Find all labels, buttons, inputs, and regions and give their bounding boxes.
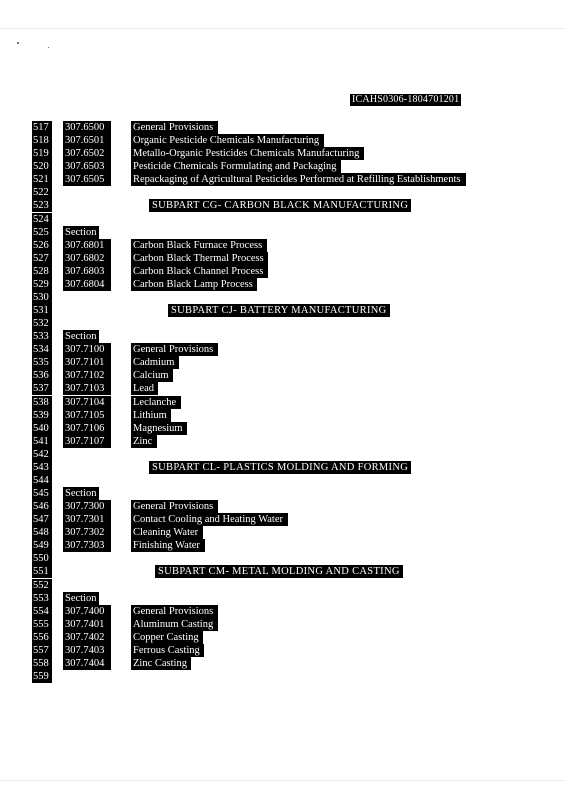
line-number: 519 — [32, 147, 52, 160]
document-id: ICAHS0306-1804701201 — [352, 94, 460, 105]
section-title: Carbon Black Channel Process — [131, 265, 268, 278]
line-number: 524 — [32, 213, 52, 226]
section-title: Carbon Black Thermal Process — [131, 252, 268, 265]
section-row — [0, 121, 566, 134]
subpart-row — [0, 199, 566, 212]
section-row — [0, 513, 566, 526]
section-row — [0, 539, 566, 552]
line-number: 539 — [32, 409, 52, 422]
section-number: 307.7303 — [63, 539, 111, 552]
section-row — [0, 618, 566, 631]
line-number: 548 — [32, 526, 52, 539]
table-row — [0, 670, 566, 683]
line-number: 541 — [32, 435, 52, 448]
section-number: 307.6503 — [63, 160, 111, 173]
table-row — [0, 592, 566, 605]
section-number: 307.7105 — [63, 409, 111, 422]
section-title: General Provisions — [131, 500, 218, 513]
section-row — [0, 382, 566, 395]
section-title: Lithium — [131, 409, 171, 422]
section-number: 307.6801 — [63, 239, 111, 252]
section-column-header: Section — [63, 487, 99, 500]
line-number: 538 — [32, 396, 52, 409]
section-number: 307.6502 — [63, 147, 111, 160]
section-number: 307.7401 — [63, 618, 111, 631]
section-title: Carbon Black Lamp Process — [131, 278, 257, 291]
line-number: 551 — [32, 565, 52, 578]
line-number: 556 — [32, 631, 52, 644]
section-number: 307.7106 — [63, 422, 111, 435]
line-number: 559 — [32, 670, 52, 683]
section-row — [0, 369, 566, 382]
section-number: 307.7100 — [63, 343, 111, 356]
line-number: 554 — [32, 605, 52, 618]
line-number: 536 — [32, 369, 52, 382]
section-title: Pesticide Chemicals Formulating and Packaging — [131, 160, 341, 173]
table-row — [0, 474, 566, 487]
section-title: Leclanche — [131, 396, 181, 409]
section-row — [0, 134, 566, 147]
section-number: 307.7107 — [63, 435, 111, 448]
line-number: 533 — [32, 330, 52, 343]
line-number: 549 — [32, 539, 52, 552]
section-column-header: Section — [63, 592, 99, 605]
section-title: Cadmium — [131, 356, 179, 369]
section-number: 307.6501 — [63, 134, 111, 147]
section-title: Zinc — [131, 435, 157, 448]
section-row — [0, 657, 566, 670]
section-title: Organic Pesticide Chemicals Manufacturing — [131, 134, 324, 147]
section-number: 307.7104 — [63, 396, 111, 409]
table-row — [0, 226, 566, 239]
section-number: 307.7403 — [63, 644, 111, 657]
section-number: 307.7300 — [63, 500, 111, 513]
line-number: 528 — [32, 265, 52, 278]
line-number: 547 — [32, 513, 52, 526]
table-row — [0, 213, 566, 226]
section-title: Finishing Water — [131, 539, 205, 552]
line-number: 525 — [32, 226, 52, 239]
subpart-heading: SUBPART CG- CARBON BLACK MANUFACTURING — [149, 199, 411, 212]
table-row — [0, 330, 566, 343]
line-number: 532 — [32, 317, 52, 330]
section-title: Contact Cooling and Heating Water — [131, 513, 288, 526]
line-number: 555 — [32, 618, 52, 631]
line-number: 527 — [32, 252, 52, 265]
section-row — [0, 526, 566, 539]
line-number: 518 — [32, 134, 52, 147]
section-title: General Provisions — [131, 343, 218, 356]
section-number: 307.7102 — [63, 369, 111, 382]
section-row — [0, 173, 566, 186]
section-number: 307.7101 — [63, 356, 111, 369]
table-row — [0, 317, 566, 330]
section-row — [0, 160, 566, 173]
line-number: 535 — [32, 356, 52, 369]
section-title: Copper Casting — [131, 631, 203, 644]
table-row — [0, 291, 566, 304]
section-number: 307.6500 — [63, 121, 111, 134]
section-number: 307.7301 — [63, 513, 111, 526]
line-number: 531 — [32, 304, 52, 317]
section-row — [0, 422, 566, 435]
section-row — [0, 409, 566, 422]
section-row — [0, 252, 566, 265]
line-number: 544 — [32, 474, 52, 487]
line-number: 534 — [32, 343, 52, 356]
section-row — [0, 396, 566, 409]
section-number: 307.7103 — [63, 382, 111, 395]
section-title: Cleaning Water — [131, 526, 203, 539]
subpart-row — [0, 565, 566, 578]
line-number: 521 — [32, 173, 52, 186]
section-number: 307.7400 — [63, 605, 111, 618]
section-number: 307.6802 — [63, 252, 111, 265]
table-row — [0, 552, 566, 565]
line-number: 542 — [32, 448, 52, 461]
section-column-header: Section — [63, 330, 99, 343]
section-number: 307.6803 — [63, 265, 111, 278]
section-number: 307.6505 — [63, 173, 111, 186]
section-title: Metallo-Organic Pesticides Chemicals Manufacturing — [131, 147, 364, 160]
section-row — [0, 343, 566, 356]
section-number: 307.7302 — [63, 526, 111, 539]
section-row — [0, 644, 566, 657]
section-row — [0, 631, 566, 644]
subpart-heading: SUBPART CJ- BATTERY MANUFACTURING — [168, 304, 390, 317]
table-row — [0, 579, 566, 592]
section-title: General Provisions — [131, 121, 218, 134]
section-title: Aluminum Casting — [131, 618, 218, 631]
line-number: 540 — [32, 422, 52, 435]
page-bottom-rule — [0, 780, 566, 781]
section-title: Calcium — [131, 369, 173, 382]
section-row — [0, 239, 566, 252]
line-number: 537 — [32, 382, 52, 395]
section-row — [0, 147, 566, 160]
line-number: 552 — [32, 579, 52, 592]
section-number: 307.7402 — [63, 631, 111, 644]
section-number: 307.7404 — [63, 657, 111, 670]
section-title: Magnesium — [131, 422, 187, 435]
line-number: 530 — [32, 291, 52, 304]
line-number: 529 — [32, 278, 52, 291]
line-number: 522 — [32, 186, 52, 199]
section-title: Lead — [131, 382, 158, 395]
line-number: 546 — [32, 500, 52, 513]
section-row — [0, 605, 566, 618]
subpart-heading: SUBPART CM- METAL MOLDING AND CASTING — [155, 565, 403, 578]
line-number: 557 — [32, 644, 52, 657]
line-number: 520 — [32, 160, 52, 173]
table-row — [0, 186, 566, 199]
line-number: 550 — [32, 552, 52, 565]
subpart-row — [0, 304, 566, 317]
subpart-row — [0, 461, 566, 474]
section-column-header: Section — [63, 226, 99, 239]
line-number: 558 — [32, 657, 52, 670]
table-row — [0, 487, 566, 500]
section-row — [0, 265, 566, 278]
section-row — [0, 500, 566, 513]
section-row — [0, 278, 566, 291]
subpart-heading: SUBPART CL- PLASTICS MOLDING AND FORMING — [149, 461, 411, 474]
section-number: 307.6804 — [63, 278, 111, 291]
section-title: General Provisions — [131, 605, 218, 618]
section-row — [0, 356, 566, 369]
section-row — [0, 435, 566, 448]
section-title: Repackaging of Agricultural Pesticides Performed at Refilling Establishments — [131, 173, 466, 186]
section-title: Carbon Black Furnace Process — [131, 239, 267, 252]
line-number: 553 — [32, 592, 52, 605]
line-number: 526 — [32, 239, 52, 252]
section-title: Ferrous Casting — [131, 644, 204, 657]
section-title: Zinc Casting — [131, 657, 191, 670]
line-number: 545 — [32, 487, 52, 500]
line-number: 543 — [32, 461, 52, 474]
line-number: 517 — [32, 121, 52, 134]
table-row — [0, 448, 566, 461]
line-number: 523 — [32, 199, 52, 212]
